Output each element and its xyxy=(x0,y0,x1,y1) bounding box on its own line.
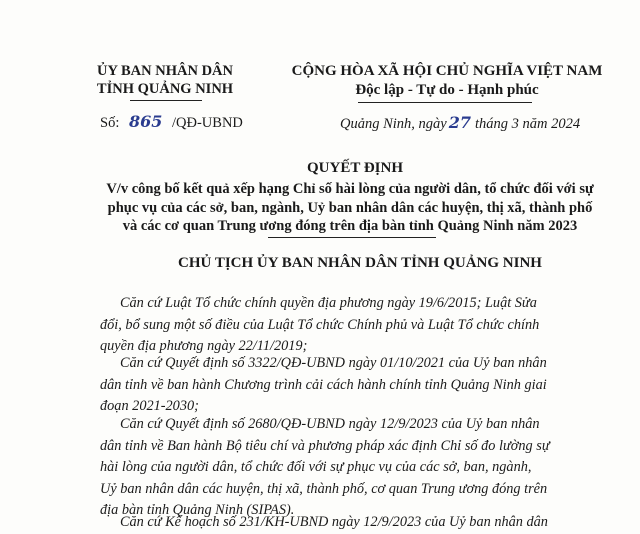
paragraph-line: địa bàn tỉnh Quảng Ninh (SIPAS). xyxy=(100,502,295,518)
number-handwritten: 865 xyxy=(128,112,163,131)
legal-basis-paragraph xyxy=(100,353,620,418)
issuing-authority: CHỦ TỊCH ỦY BAN NHÂN DÂN TỈNH QUẢNG NINH xyxy=(178,255,542,271)
date-day-handwritten: 27 xyxy=(448,113,471,132)
issue-date xyxy=(340,113,580,133)
paragraph-line: đoạn 2021-2030; xyxy=(100,398,199,414)
paragraph-line: Căn cứ Quyết định số 2680/QĐ-UBND ngày 12/9/2023 của Uỷ ban nhân xyxy=(120,416,540,432)
paragraph-line: hài lòng của người dân, tổ chức đối với sự phục vụ của các sở, ban, ngành, xyxy=(100,459,532,475)
date-suffix: tháng 3 năm 2024 xyxy=(475,116,581,132)
date-prefix: Quảng Ninh, ngày xyxy=(340,116,447,132)
legal-basis-paragraph-cut xyxy=(100,512,620,534)
motto-underline xyxy=(358,102,532,103)
number-prefix: Số: xyxy=(100,115,120,131)
paragraph-line: Căn cứ Quyết định số 3322/QĐ-UBND ngày 01/10/2021 của Uỷ ban nhân xyxy=(120,355,547,371)
paragraph-line: Căn cứ Kế hoạch số 231/KH-UBND ngày 12/9/2023 của Uỷ ban nhân dân xyxy=(120,514,548,530)
document-number xyxy=(100,112,243,132)
paragraph-line: Căn cứ Luật Tổ chức chính quyền địa phương ngày 19/6/2015; Luật Sửa xyxy=(120,295,537,311)
motto-line-2: Độc lập - Tự do - Hạnh phúc xyxy=(355,82,539,98)
paragraph-line: dân tỉnh về Ban hành Bộ tiêu chí và phương pháp xác định Chỉ số đo lường sự xyxy=(100,437,550,454)
subject-line-2: phục vụ của các sở, ban, ngành, Uỷ ban nhân dân các huyện, thị xã, thành phố xyxy=(107,199,593,216)
decision-heading: QUYẾT ĐỊNH xyxy=(307,160,403,176)
subject-line-3: và các cơ quan Trung ương đóng trên địa bàn tỉnh Quảng Ninh năm 2023 xyxy=(122,218,578,234)
subject-line-1: V/v công bố kết quả xếp hạng Chỉ số hài lòng của người dân, tổ chức đối với sự xyxy=(106,181,594,197)
subject-underline xyxy=(268,237,436,238)
paragraph-line: quyền địa phương ngày 22/11/2019; xyxy=(100,338,308,354)
issuing-agency xyxy=(90,62,240,98)
motto-line-1: CỘNG HÒA XÃ HỘI CHỦ NGHĨA VIỆT NAM xyxy=(291,63,603,79)
agency-underline xyxy=(130,100,202,101)
national-motto xyxy=(272,62,622,100)
agency-line-1: ỦY BAN NHÂN DÂN xyxy=(96,63,233,79)
number-suffix: /QĐ-UBND xyxy=(172,115,243,131)
decision-subject xyxy=(60,180,640,236)
paragraph-line: dân tỉnh về ban hành Chương trình cải cách hành chính tỉnh Quảng Ninh giai xyxy=(100,376,547,393)
agency-line-2: TỈNH QUẢNG NINH xyxy=(96,81,234,97)
paragraph-line: Uỷ ban nhân dân các huyện, thị xã, thành phố, cơ quan Trung ương đóng trên xyxy=(100,480,548,497)
paragraph-line: đổi, bổ sung một số điều của Luật Tổ chức Chính phủ và Luật Tổ chức chính xyxy=(100,316,540,333)
legal-basis-paragraph xyxy=(100,414,620,522)
legal-basis-paragraph xyxy=(100,293,620,358)
